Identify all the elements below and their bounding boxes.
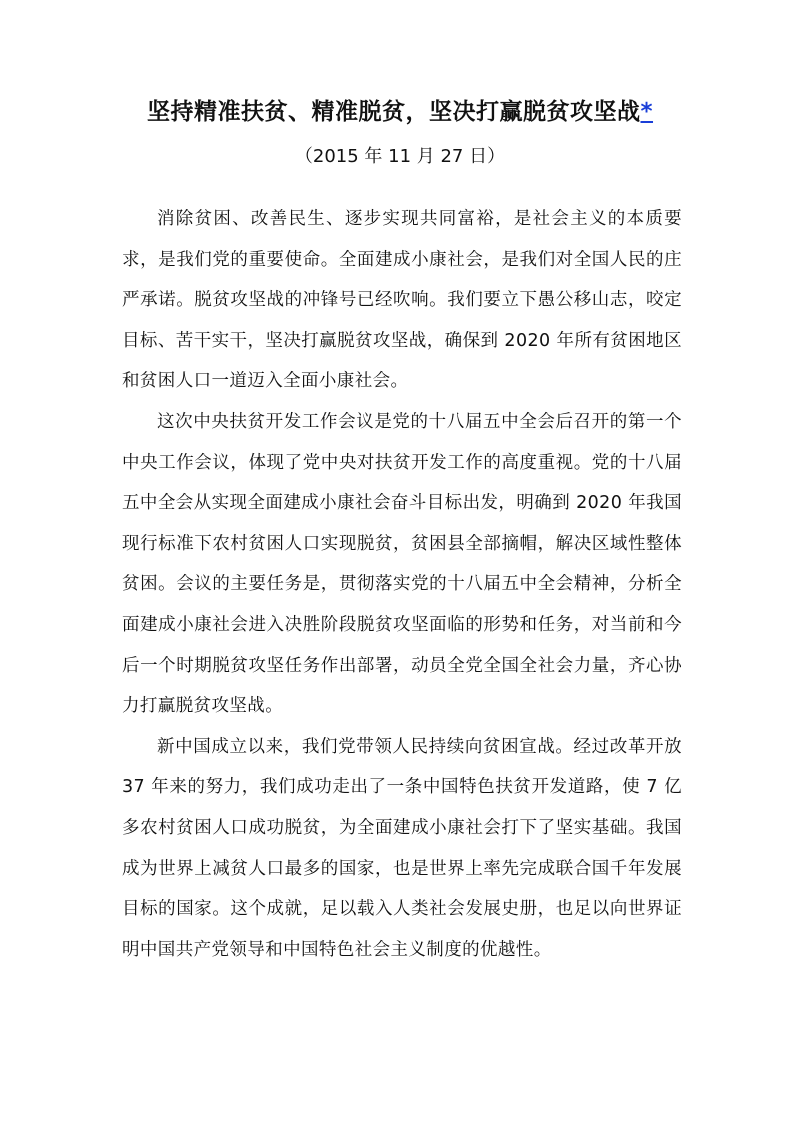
- document-date: （2015 年 11 月 27 日）: [294, 146, 506, 167]
- title-footnote-link[interactable]: *: [640, 99, 654, 125]
- paragraph-3: 新中国成立以来，我们党带领人民持续向贫困宣战。经过改革开放 37 年来的努力，我们成功走出了一条中国特色扶贫开发道路，使 7 亿多农村贫困人口成功脱贫，为全面建成小康社会打下了坚实基础。我国成为世界上减贫人口最多的国家，也是世界上率先完成联合国千年发展目标的国家。这个成就，足以载入人类社会发展史册，也足以向世界证明中国共产党领导和中国特色社会主义制度的优越性。: [122, 736, 682, 960]
- page-title: [0, 94, 800, 130]
- document-body: [122, 199, 682, 970]
- title-text: 坚持精准扶贫、精准脱贫，坚决打赢脱贫攻坚战: [146, 99, 641, 125]
- paragraph-1: 消除贫困、改善民生、逐步实现共同富裕，是社会主义的本质要求，是我们党的重要使命。全面建成小康社会，是我们对全国人民的庄严承诺。脱贫攻坚战的冲锋号已经吹响。我们要立下愚公移山志，咬定目标、苦干实干，坚决打赢脱贫攻坚战，确保到 2020 年所有贫困地区和贫困人口一道迈入全面小康社会。: [122, 209, 682, 392]
- paragraph-2: 这次中央扶贫开发工作会议是党的十八届五中全会后召开的第一个中央工作会议，体现了党中央对扶贫开发工作的高度重视。党的十八届五中全会从实现全面建成小康社会奋斗目标出发，明确到 2020 年我国现行标准下农村贫困人口实现脱贫，贫困县全部摘帽，解决区域性整体贫困。会议的主要任务是，贯彻落实党的十八届五中全会精神，分析全面建成小康社会进入决胜阶段脱贫攻坚面临的形势和任务，对当前和今后一个时期脱贫攻坚任务作出部署，动员全党全国全社会力量，齐心协力打赢脱贫攻坚战。: [122, 411, 682, 717]
